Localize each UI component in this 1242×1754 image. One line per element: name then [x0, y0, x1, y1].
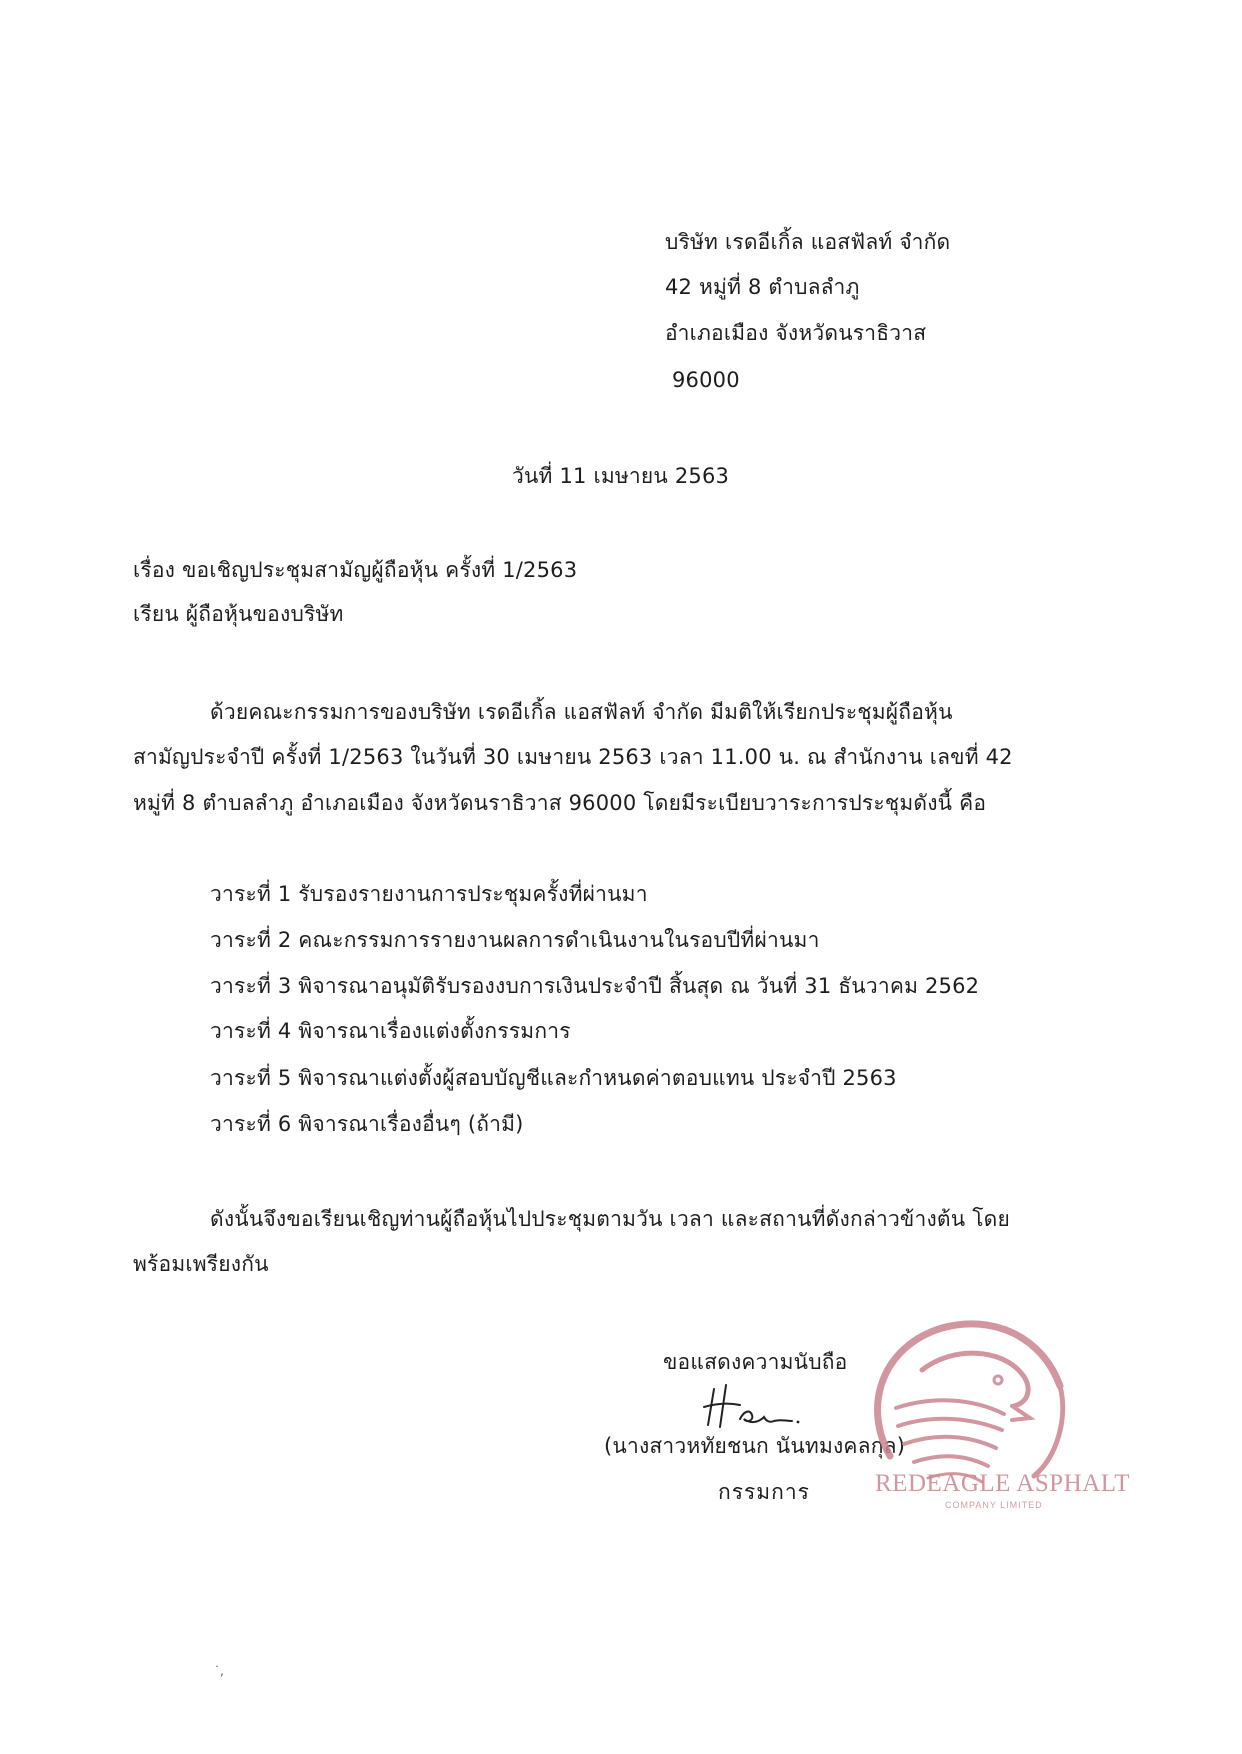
company-seal-text: REDEAGLE ASPHALT: [875, 1470, 1131, 1497]
scan-speck: ˙,: [214, 1664, 224, 1678]
letter-subject: เรื่อง ขอเชิญประชุมสามัญผู้ถือหุ้น ครั้งที่ 1/2563: [133, 558, 578, 582]
sender-company: บริษัท เรดอีเกิ้ล แอสฟัลท์ จำกัด: [665, 230, 951, 254]
closing-line-1: ดังนั้นจึงขอเรียนเชิญท่านผู้ถือหุ้นไปประชุมตามวัน เวลา และสถานที่ดังกล่าวข้างต้น โดย: [210, 1207, 1011, 1231]
body-line-2: สามัญประจำปี ครั้งที่ 1/2563 ในวันที่ 30 เมษายน 2563 เวลา 11.00 น. ณ สำนักงาน เลขที่ 42: [133, 745, 1013, 769]
company-seal-subtext: COMPANY LIMITED: [945, 1500, 1043, 1510]
handwritten-signature: [700, 1375, 820, 1435]
agenda-item: วาระที่ 1 รับรองรายงานการประชุมครั้งที่ผ่านมา: [210, 882, 648, 906]
body-line-1: ด้วยคณะกรรมการของบริษัท เรดอีเกิ้ล แอสฟัลท์ จำกัด มีมติให้เรียกประชุมผู้ถือหุ้น: [210, 700, 953, 724]
agenda-item: วาระที่ 4 พิจารณาเรื่องแต่งตั้งกรรมการ: [210, 1019, 571, 1043]
letter-date: วันที่ 11 เมษายน 2563: [512, 464, 730, 488]
agenda-item: วาระที่ 6 พิจารณาเรื่องอื่นๆ (ถ้ามี): [210, 1112, 524, 1136]
sender-postcode: 96000: [672, 368, 740, 392]
sender-address-line1: 42 หมู่ที่ 8 ตำบลลำภู: [665, 275, 860, 299]
body-line-3: หมู่ที่ 8 ตำบลลำภู อำเภอเมือง จังหวัดนราธิวาส 96000 โดยมีระเบียบวาระการประชุมดังนี้ คือ: [133, 791, 987, 815]
agenda-item: วาระที่ 2 คณะกรรมการรายงานผลการดำเนินงานในรอบปีที่ผ่านมา: [210, 928, 820, 952]
letter-salutation: เรียน ผู้ถือหุ้นของบริษัท: [133, 602, 344, 626]
signatory-name: (นางสาวหทัยชนก นันทมงคลกุล): [604, 1434, 906, 1458]
agenda-item: วาระที่ 3 พิจารณาอนุมัติรับรองงบการเงินประจำปี สิ้นสุด ณ วันที่ 31 ธันวาคม 2562: [210, 974, 980, 998]
closing-line-2: พร้อมเพรียงกัน: [133, 1252, 269, 1276]
signatory-position: กรรมการ: [718, 1480, 810, 1504]
regards-text: ขอแสดงความนับถือ: [663, 1350, 848, 1374]
agenda-item: วาระที่ 5 พิจารณาแต่งตั้งผู้สอบบัญชีและกำหนดค่าตอบแทน ประจำปี 2563: [210, 1066, 897, 1090]
sender-address-line2: อำเภอเมือง จังหวัดนราธิวาส: [665, 321, 927, 345]
